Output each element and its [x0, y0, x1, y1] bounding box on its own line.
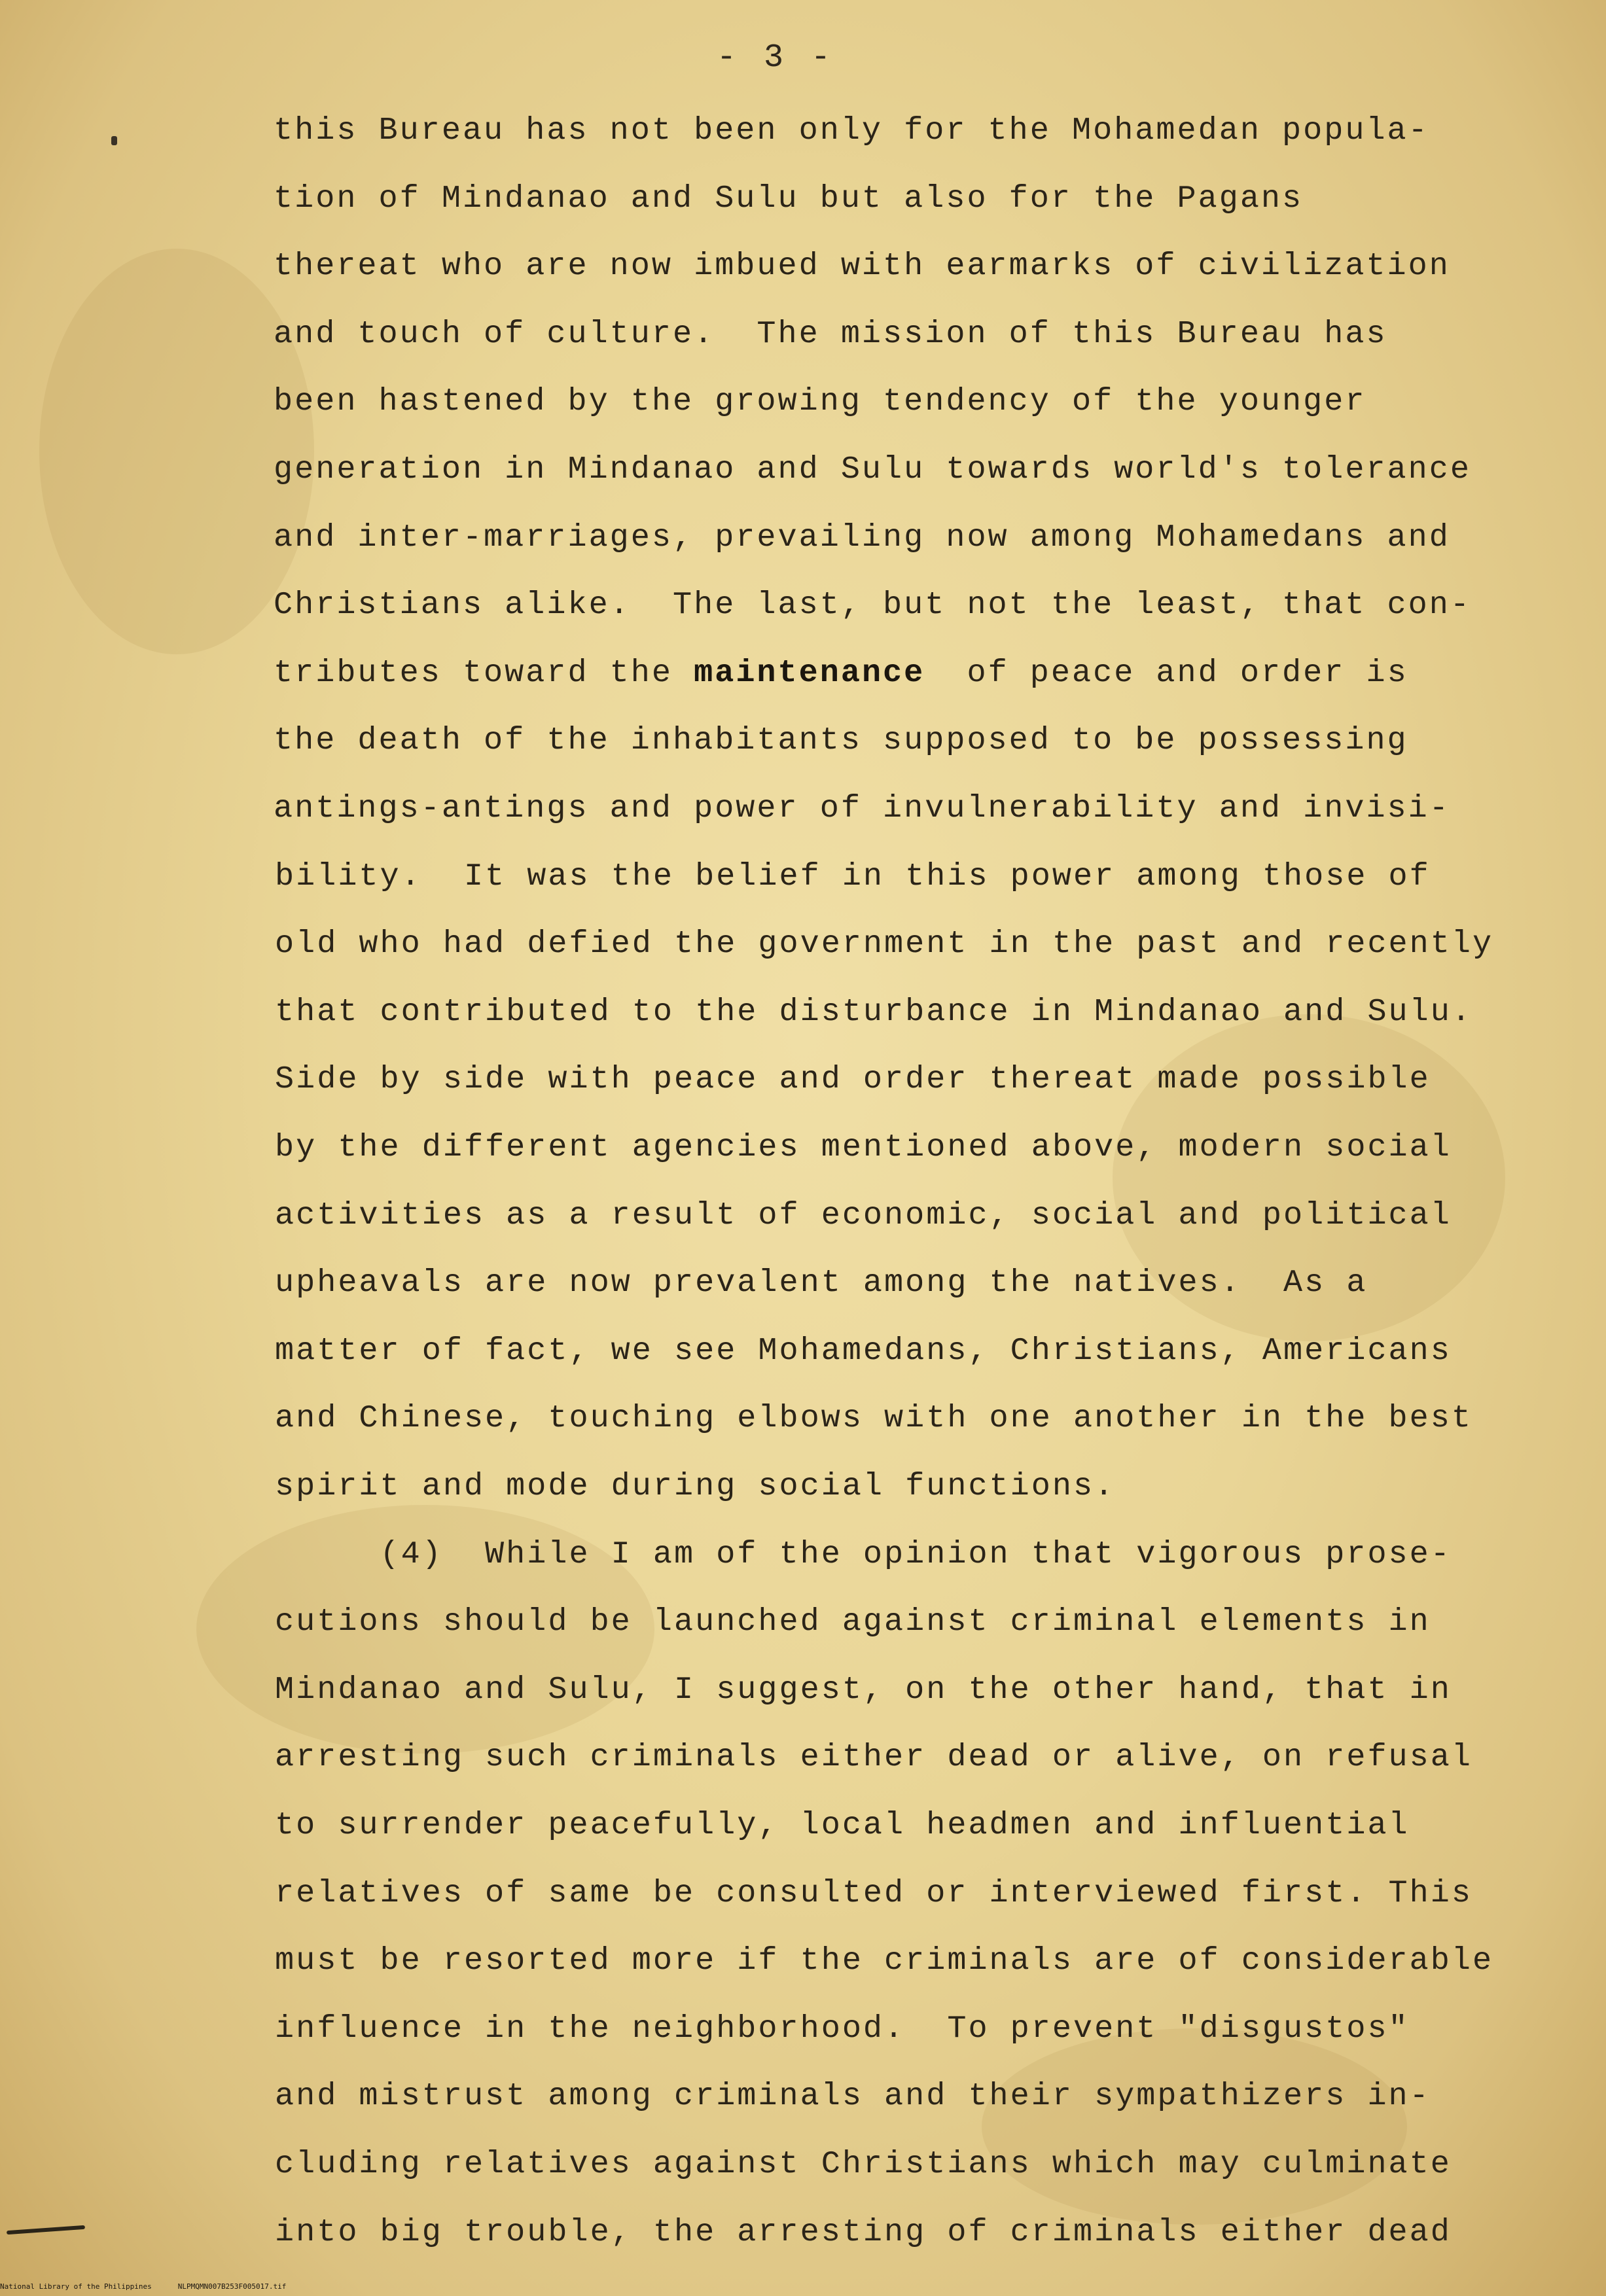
text-line: cutions should be launched against criminal elements in [275, 1604, 1431, 1640]
text-line: activities as a result of economic, social and political [275, 1197, 1452, 1233]
text-line: been hastened by the growing tendency of the younger [274, 383, 1366, 419]
text-line: bility. It was the belief in this power among those of [275, 858, 1431, 894]
text-line: Side by side with peace and order thereat made possible [275, 1061, 1431, 1097]
text-line: (4) While I am of the opinion that vigorous prose- [275, 1536, 1452, 1572]
text-line: by the different agencies mentioned above, modern social [275, 1129, 1452, 1165]
ink-mark [111, 136, 117, 145]
text-line: must be resorted more if the criminals are of considerable [275, 1943, 1494, 1979]
text-line: and Chinese, touching elbows with one another in the best [275, 1400, 1472, 1436]
text-line: the death of the inhabitants supposed to be possessing [274, 722, 1408, 758]
text-line: and touch of culture. The mission of this Bureau has [274, 316, 1387, 352]
text-line: old who had defied the government in the past and recently [275, 926, 1494, 962]
footer-library: National Library of the Philippines [0, 2282, 152, 2291]
text-line: tion of Mindanao and Sulu but also for the Pagans [274, 181, 1304, 217]
text-line: upheavals are now prevalent among the natives. As a [275, 1265, 1368, 1301]
text-line: antings-antings and power of invulnerability and invisi- [274, 790, 1450, 826]
text-line: relatives of same be consulted or interviewed first. This [275, 1875, 1472, 1911]
text-line: Mindanao and Sulu, I suggest, on the other hand, that in [275, 1672, 1452, 1708]
text-line: that contributed to the disturbance in Mindanao and Sulu. [275, 994, 1472, 1030]
text-line: cluding relatives against Christians which may culminate [275, 2146, 1452, 2182]
text-line: generation in Mindanao and Sulu towards world's tolerance [274, 451, 1471, 487]
text-line: and inter-marriages, prevailing now among Mohamedans and [274, 520, 1450, 556]
page-number: - 3 - [716, 39, 835, 77]
text-line: Christians alike. The last, but not the least, that con- [274, 587, 1471, 623]
text-line: tributes toward the maintenance of peace and order is [274, 655, 1408, 691]
edge-ink-mark [7, 2225, 85, 2234]
text-line: this Bureau has not been only for the Mohamedan popula- [274, 113, 1429, 149]
paper-stain [39, 249, 314, 654]
text-line: arresting such criminals either dead or alive, on refusal [275, 1739, 1472, 1775]
emphasized-word: maintenance [694, 655, 925, 691]
text-line: into big trouble, the arresting of criminals either dead [275, 2214, 1452, 2250]
scan-footer [0, 2282, 312, 2291]
footer-file-id: NLPMQMN007B253F005017.tif [177, 2282, 287, 2291]
text-line: matter of fact, we see Mohamedans, Christians, Americans [275, 1333, 1452, 1369]
text-line: to surrender peacefully, local headmen and influential [275, 1807, 1410, 1843]
text-line: spirit and mode during social functions. [275, 1468, 1116, 1504]
text-line: thereat who are now imbued with earmarks of civilization [274, 248, 1450, 284]
paper-stain [982, 2028, 1407, 2225]
text-line: influence in the neighborhood. To prevent "disgustos" [275, 2011, 1410, 2047]
text-line: and mistrust among criminals and their sympathizers in- [275, 2078, 1431, 2114]
